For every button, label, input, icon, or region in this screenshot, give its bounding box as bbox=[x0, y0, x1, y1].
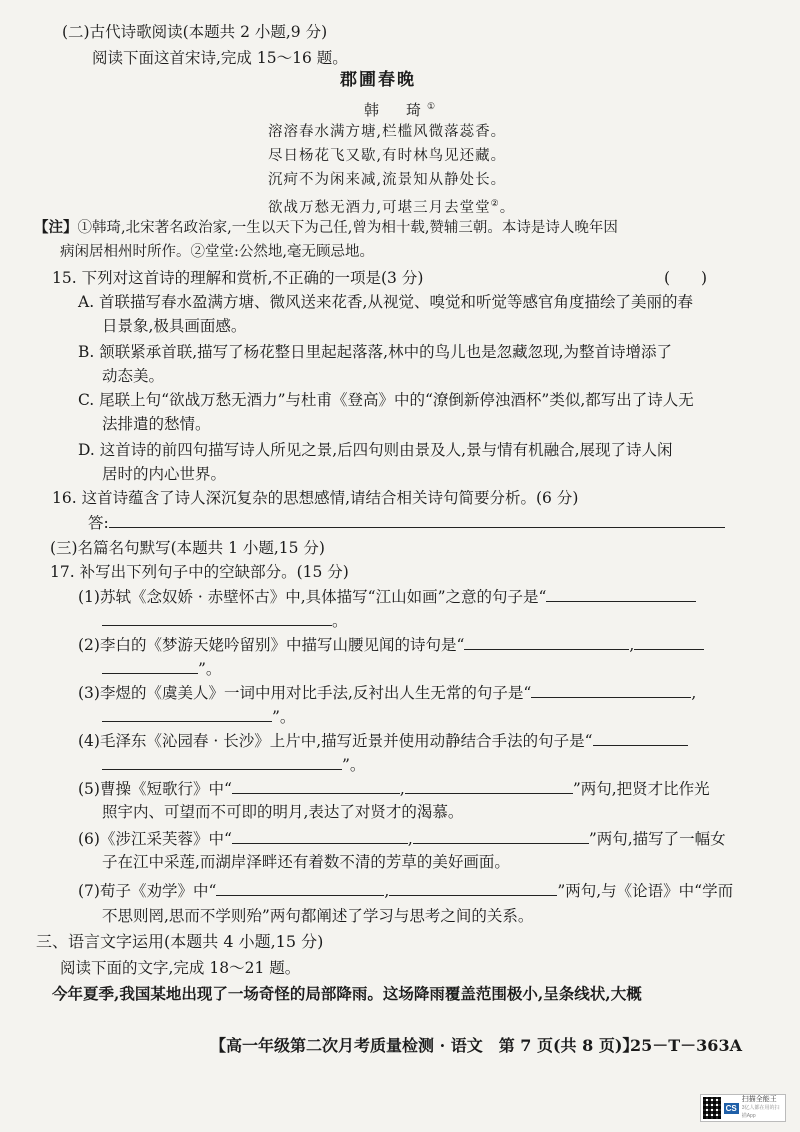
q15-answer-paren[interactable]: ( ) bbox=[664, 269, 708, 287]
q17-6-cont: 子在江中采莲,而湖岸泽畔还有着数不清的芳草的美好画面。 bbox=[102, 853, 510, 871]
part3-heading: 三、语言文字运用(本题共 4 小题,15 分) bbox=[36, 932, 324, 951]
q16-answer-label: 答: bbox=[88, 514, 109, 532]
q17-5-comma: , bbox=[399, 780, 405, 798]
poem-line-2: 尽日杨花飞又歇,有时林鸟见还藏。 bbox=[268, 148, 507, 164]
q17-6-after: ”两句,描写了一幅女 bbox=[588, 830, 726, 848]
q17-7-comma: , bbox=[384, 882, 390, 900]
scanner-logo: CS bbox=[725, 1103, 737, 1113]
poem-author bbox=[364, 97, 435, 120]
q15-option-c-2: 法排遣的愁情。 bbox=[102, 415, 211, 433]
q17-5-after: ”两句,把贤才比作光 bbox=[572, 780, 710, 798]
qr-code-icon bbox=[703, 1097, 721, 1119]
q17-4-blank-1[interactable] bbox=[593, 730, 688, 746]
section3-heading: (三)名篇名句默写(本题共 1 小题,15 分) bbox=[50, 539, 325, 557]
poem-line-4-end: 。 bbox=[499, 199, 516, 216]
q17-3-blank-2[interactable] bbox=[102, 706, 272, 722]
poem-title: 郡圃春晚 bbox=[340, 70, 416, 90]
q17-2-blank-2[interactable] bbox=[102, 658, 198, 674]
note-line-1 bbox=[34, 218, 618, 238]
q17-7-start: (7)荀子《劝学》中“ bbox=[78, 882, 217, 900]
q17-1-row bbox=[78, 586, 696, 607]
q15-option-b-2: 动态美。 bbox=[102, 367, 165, 385]
q17-2-end: ”。 bbox=[198, 660, 222, 678]
scanner-tagline: 3亿人都在用的扫描App bbox=[741, 1105, 780, 1119]
poem-line-4-text: 欲战万愁无酒力,可堪三月去堂堂 bbox=[268, 199, 491, 216]
q17-7-after: ”两句,与《论语》中“学而 bbox=[557, 882, 734, 900]
q15-stem: 15. 下列对这首诗的理解和赏析,不正确的一项是(3 分) bbox=[52, 269, 424, 287]
q17-6-blank-2[interactable] bbox=[413, 828, 589, 844]
poem-line-3: 沉疴不为闲来减,流景知从静处长。 bbox=[268, 172, 507, 188]
part3-instruction: 阅读下面的文字,完成 18～21 题。 bbox=[60, 959, 301, 977]
q17-2-row-2 bbox=[102, 658, 221, 679]
q17-7-blank-1[interactable] bbox=[216, 880, 384, 896]
q17-7-cont: 不思则罔,思而不学则殆”两句都阐述了学习与思考之间的关系。 bbox=[102, 907, 534, 925]
poem-author-name: 韩 琦 bbox=[364, 101, 428, 119]
q17-5-blank-2[interactable] bbox=[405, 778, 573, 794]
q17-4-text: (4)毛泽东《沁园春 · 长沙》上片中,描写近景并使用动静结合手法的句子是“ bbox=[78, 732, 593, 750]
q17-4-row bbox=[78, 730, 688, 751]
q17-1-blank-2[interactable] bbox=[102, 610, 332, 626]
section2-heading: (二)古代诗歌阅读(本题共 2 小题,9 分) bbox=[62, 23, 328, 41]
q16-answer-row bbox=[88, 512, 725, 533]
line-note-mark: ② bbox=[490, 199, 500, 209]
q17-1-blank[interactable] bbox=[546, 586, 696, 602]
q17-4-end: ”。 bbox=[342, 756, 366, 774]
q17-1-text: (1)苏轼《念奴娇 · 赤壁怀古》中,具体描写“江山如画”之意的句子是“ bbox=[78, 588, 547, 606]
q17-5-row bbox=[78, 778, 710, 799]
q15-option-b-1: B. 颔联紧承首联,描写了杨花整日里起起落落,林中的鸟儿也是忽藏忽现,为整首诗增添了 bbox=[78, 343, 673, 361]
q17-7-blank-2[interactable] bbox=[389, 880, 557, 896]
scanner-text bbox=[742, 1096, 783, 1120]
q17-5-cont: 照宇内、可望而不可即的明月,表达了对贤才的渴慕。 bbox=[102, 803, 464, 821]
q17-3-text: (3)李煜的《虞美人》一词中用对比手法,反衬出人生无常的句子是“ bbox=[78, 684, 532, 702]
q17-1-row-2 bbox=[102, 610, 348, 631]
footer-title: 【高一年级第二次月考质量检测 · 语文 第 7 页(共 8 页)】 bbox=[210, 1036, 639, 1055]
passage-first-line: 今年夏季,我国某地出现了一场奇怪的局部降雨。这场降雨覆盖范围极小,呈条线状,大概 bbox=[52, 984, 642, 1003]
footer-code: 25－T－363A bbox=[630, 1036, 742, 1055]
q17-2-blank-1[interactable] bbox=[464, 634, 629, 650]
q17-2-text: (2)李白的《梦游天姥吟留别》中描写山腰见闻的诗句是“ bbox=[78, 636, 465, 654]
q17-2-comma: , bbox=[629, 636, 635, 654]
q17-3-row-2 bbox=[102, 706, 295, 727]
q15-option-d-1: D. 这首诗的前四句描写诗人所见之景,后四句则由景及人,景与情有机融合,展现了诗人闲 bbox=[78, 441, 673, 459]
note-label: 【注】 bbox=[34, 219, 78, 236]
q17-4-blank-2[interactable] bbox=[102, 754, 342, 770]
q17-3-end: ”。 bbox=[272, 708, 296, 726]
author-note-mark: ① bbox=[427, 102, 436, 112]
q15-option-d-2: 居时的内心世界。 bbox=[102, 465, 227, 483]
q17-3-comma: , bbox=[691, 684, 697, 702]
q15-option-a-1: A. 首联描写春水盈满方塘、微风送来花香,从视觉、嗅觉和听觉等感官角度描绘了美丽的春 bbox=[78, 293, 693, 311]
q15-option-a-2: 日景象,极具画面感。 bbox=[102, 317, 247, 335]
q17-6-row bbox=[78, 828, 726, 849]
poem-line-4 bbox=[268, 194, 515, 218]
q17-6-blank-1[interactable] bbox=[232, 828, 408, 844]
q17-2-row bbox=[78, 634, 704, 655]
q17-3-row bbox=[78, 682, 696, 703]
q17-5-blank-1[interactable] bbox=[232, 778, 400, 794]
note-text-1: ①韩琦,北宋著名政治家,一生以天下为己任,曾为相十载,赞辅三朝。本诗是诗人晚年因 bbox=[77, 220, 618, 236]
poem-line-1: 溶溶春水满方塘,栏槛风微落蕊香。 bbox=[268, 124, 507, 140]
q17-7-row bbox=[78, 880, 733, 901]
q16-answer-line[interactable] bbox=[109, 512, 725, 528]
q17-6-comma: , bbox=[407, 830, 413, 848]
q17-6-start: (6)《涉江采芙蓉》中“ bbox=[78, 830, 232, 848]
q17-3-blank-1[interactable] bbox=[531, 682, 691, 698]
q15-option-c-1: C. 尾联上句“欲战万愁无酒力”与杜甫《登高》中的“潦倒新停浊酒杯”类似,都写出了诗人无 bbox=[78, 391, 694, 409]
scanner-name: 扫描全能王 bbox=[741, 1096, 777, 1103]
note-line-2: 病闲居相州时所作。②堂堂:公然地,毫无顾忌地。 bbox=[60, 244, 374, 260]
q17-stem: 17. 补写出下列句子中的空缺部分。(15 分) bbox=[50, 563, 349, 581]
q17-1-end: 。 bbox=[332, 612, 348, 630]
q16-stem: 16. 这首诗蕴含了诗人深沉复杂的思想感情,请结合相关诗句简要分析。(6 分) bbox=[52, 489, 579, 507]
q17-2-blank-2a[interactable] bbox=[634, 634, 704, 650]
q17-5-start: (5)曹操《短歌行》中“ bbox=[78, 780, 232, 798]
scanner-watermark bbox=[700, 1094, 786, 1122]
section2-instruction: 阅读下面这首宋诗,完成 15～16 题。 bbox=[92, 49, 348, 67]
q17-4-row-2 bbox=[102, 754, 365, 775]
